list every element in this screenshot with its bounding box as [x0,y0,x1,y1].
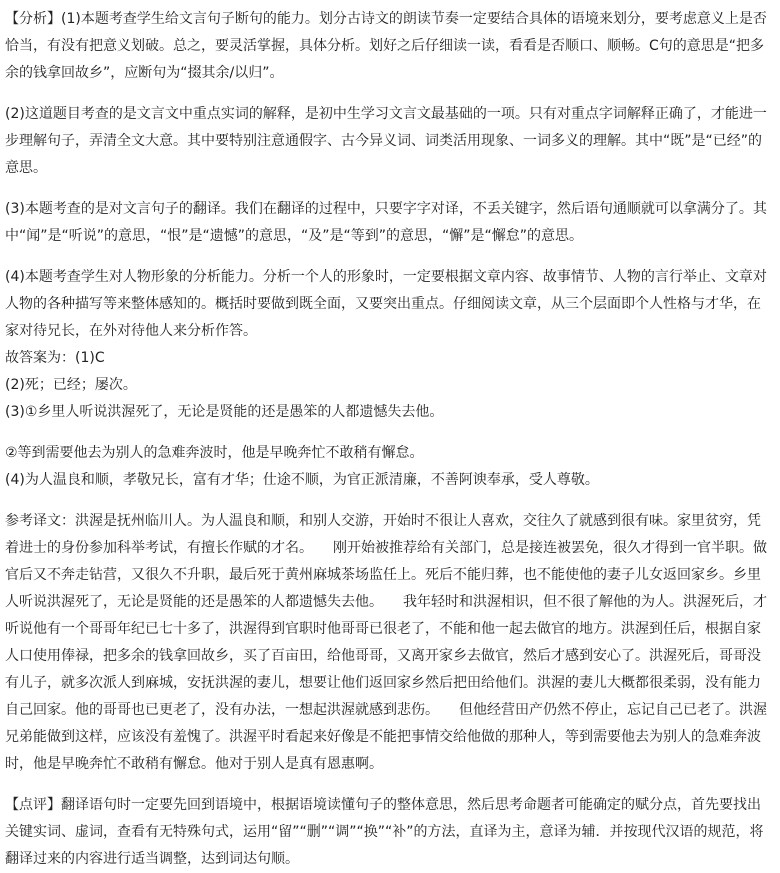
analysis-paragraph-4: (4)本题考查学生对人物形象的分析能力。分析一个人的形象时，一定要根据文章内容、故事情节、人物的言行举止、文章对人物的各种描写等来整体感知的。概括时要做到既全面，又要突出重点。仔细阅读文章，从三个层面即个人性格与才华，在家对待兄长，在外对待他人来分析作答。 [5,269,767,339]
comment-tag: 【点评】 [5,797,61,813]
answer-line-2: (2)死；已经；屡次。 [5,377,137,393]
analysis-text-1: (1)本题考查学生给文言句子断句的能力。划分古诗文的朗读节奏一定要结合具体的语境来划分，要考虑意义上是否恰当，有没有把意义划破。总之，要灵活掌握，具体分析。划好之后仔细读一读，看看是否顺口、顺畅。C句的意思是“把多余的钱拿回故乡”，应断句为“掇其余/以归”。 [5,11,767,81]
analysis-paragraph-1 [5,6,774,87]
answer-line-5: (4)为人温良和顺，孝敬兄长，富有才华；仕途不顺，为官正派清廉，不善阿谀奉承，受人尊敬。 [5,472,599,488]
analysis-paragraph-3: (3)本题考查的是对文言句子的翻译。我们在翻译的过程中，只要字字对译，不丢关键字，然后语句通顺就可以拿满分了。其中“闻”是“听说”的意思，“恨”是“遗憾”的意思，“及”是“等到”的意思，“懈”是“懈怠”的意思。 [5,201,767,244]
translation-part-2: 刚开始被推荐给有关部门，总是接连被罢免，很久才得到一官半职。做官后又不奔走钻营，又很久不升职，最后死于黄州麻城茶场监任上。死后不能归葬，也不能使他的妻子儿女返回家乡。乡里人听说洪渥死了，无论是贤能的还是愚笨的人都遗憾失去他。 [5,540,767,610]
analysis-paragraph-2: (2)这道题目考查的是文言文中重点实词的解释，是初中生学习文言文最基础的一项。只有对重点字词解释正确了，才能进一步理解句子，弄清全文大意。其中要特别注意通假字、古今异义词、词类活用现象、一词多义的理解。其中“既”是“已经”的意思。 [5,106,767,176]
translation-part-1: 参考译文：洪渥是抚州临川人。为人温良和顺，和别人交游，开始时不很让人喜欢，交往久了就感到很有味。家里贫穷，凭着进士的身份参加科举考试，有擅长作赋的才名。 [5,513,761,556]
comment-paragraph [5,792,774,873]
translation-part-3: 我年轻时和洪渥相识，但不很了解他的为人。洪渥死后，才听说他有一个哥哥年纪已七十多了，洪渥得到官职时他哥哥已很老了，不能和他一起去做官的地方。洪渥到任后，根据自家人口使用俸禄，把多余的钱拿回故乡，买了百亩田，给他哥哥，又离开家乡去做官，然后才感到安心了。洪渥死后，哥哥没有儿子，就多次派人到麻城，安抚洪渥的妻儿，想要让他们返回家乡然后把田给他们。洪渥的妻儿大概都很柔弱，没有能力自己回家。他的哥哥也已更老了，没有办法，一想起洪渥就感到悲伤。 [5,594,767,718]
answer-line-4: ②等到需要他去为别人的急难奔波时，他是早晚奔忙不敢稍有懈怠。 [5,445,424,461]
comment-text: 翻译语句时一定要先回到语境中，根据语境读懂句子的整体意思，然后思考命题者可能确定的赋分点，首先要找出关键实词、虚词，查看有无特殊句式，运用“留”“删”“调”“换”“补”的方法，直译为主，意译为辅．并按现代汉语的规范，将翻译过来的内容进行适当调整，达到词达句顺。 [5,797,764,867]
translation-part-4: 但他经营田产仍然不停止，忘记自己已老了。洪渥兄弟能做到这样，应该没有羞愧了。洪渥平时看起来好像是不能把事情交给他做的那种人，等到需要他去为别人的急难奔波时，他是早晚奔忙不敢稍有懈怠。他对于别人是真有恩惠啊。 [5,702,767,772]
answer-line-1: 故答案为：(1)C [5,350,105,366]
translation-paragraph [5,508,774,778]
answer-line-3: (3)①乡里人听说洪渥死了，无论是贤能的还是愚笨的人都遗憾失去他。 [5,404,444,420]
analysis-tag: 【分析】 [5,11,61,27]
